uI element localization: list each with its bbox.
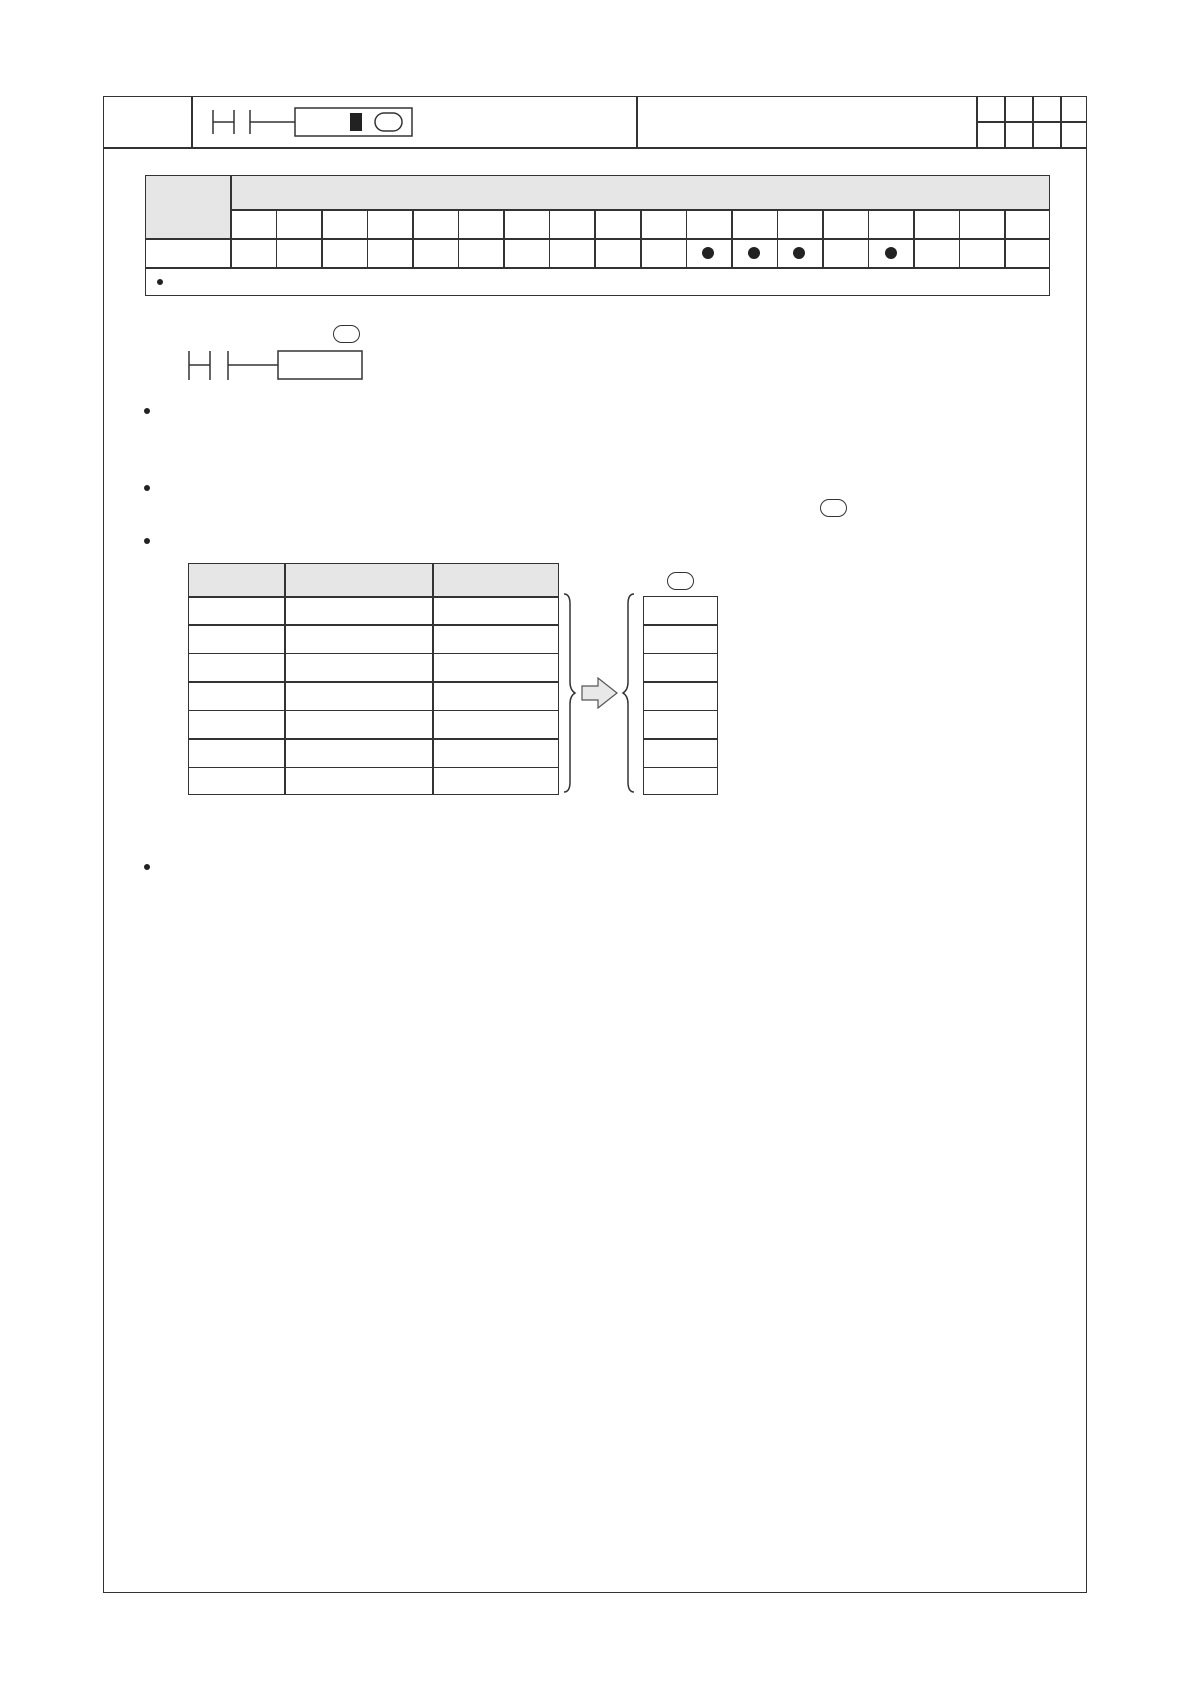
header-flag-row-rule xyxy=(976,121,1087,123)
destination-row-rule xyxy=(643,710,718,712)
operand-table-col-divider xyxy=(503,209,505,268)
operand-table-col-divider xyxy=(822,209,824,268)
header-bottom-rule xyxy=(103,147,1087,149)
instruction-box xyxy=(278,351,362,379)
operand-table-col-divider xyxy=(458,209,460,268)
oval-icon xyxy=(667,572,694,590)
note-bullet xyxy=(157,279,163,285)
marker-icon xyxy=(748,247,760,259)
arrow-icon xyxy=(582,678,617,708)
data-table-row-rule xyxy=(188,710,559,712)
oval-icon xyxy=(333,325,360,343)
header-ladder-symbol xyxy=(205,104,425,140)
oval-icon xyxy=(820,499,847,517)
data-table-row-rule xyxy=(188,596,559,598)
destination-row-rule xyxy=(643,738,718,740)
bullet-4 xyxy=(144,864,150,870)
data-table-row-rule xyxy=(188,624,559,626)
destination-row-rule xyxy=(643,624,718,626)
operand-table-col-divider xyxy=(321,209,323,268)
operand-table-label-divider xyxy=(230,175,232,268)
pulse-marker-icon xyxy=(350,113,362,131)
page-frame xyxy=(103,96,1087,1593)
contact-icon xyxy=(213,110,295,134)
destination-row-rule xyxy=(643,681,718,683)
bullet-1 xyxy=(144,408,150,414)
data-table-row-rule xyxy=(188,653,559,655)
contact-icon xyxy=(189,351,278,380)
header-divider-1 xyxy=(191,96,193,148)
operand-table-col-divider xyxy=(594,209,596,268)
operand-table-col-divider xyxy=(412,209,414,268)
operand-table-col-divider xyxy=(276,209,278,268)
bullet-2 xyxy=(144,485,150,491)
operand-table-col-divider xyxy=(777,209,779,268)
operand-table-col-divider xyxy=(959,209,961,268)
data-table-row-rule xyxy=(188,738,559,740)
operand-table-col-divider xyxy=(913,209,915,268)
marker-icon xyxy=(885,247,897,259)
bullet-3 xyxy=(144,538,150,544)
operand-table-col-divider xyxy=(731,209,733,268)
operand-table-col-divider xyxy=(868,209,870,268)
operand-table-col-divider xyxy=(549,209,551,268)
operand-table-col-divider xyxy=(1004,209,1006,268)
data-table xyxy=(188,563,559,795)
data-table-col-1 xyxy=(284,563,286,795)
data-table-row-rule xyxy=(188,681,559,683)
brace-icon xyxy=(623,594,634,792)
header-divider-2 xyxy=(636,96,638,148)
brace-icon xyxy=(564,594,575,792)
operand-table-col-divider xyxy=(367,209,369,268)
data-table-col-2 xyxy=(432,563,434,795)
operand-table-col-divider xyxy=(640,209,642,268)
destination-row-rule xyxy=(643,767,718,769)
transfer-graphic xyxy=(560,590,640,800)
destination-row-rule xyxy=(643,653,718,655)
oval-icon xyxy=(375,113,402,131)
ladder-example xyxy=(180,347,370,383)
operand-table-col-divider xyxy=(686,209,688,268)
data-table-row-rule xyxy=(188,767,559,769)
